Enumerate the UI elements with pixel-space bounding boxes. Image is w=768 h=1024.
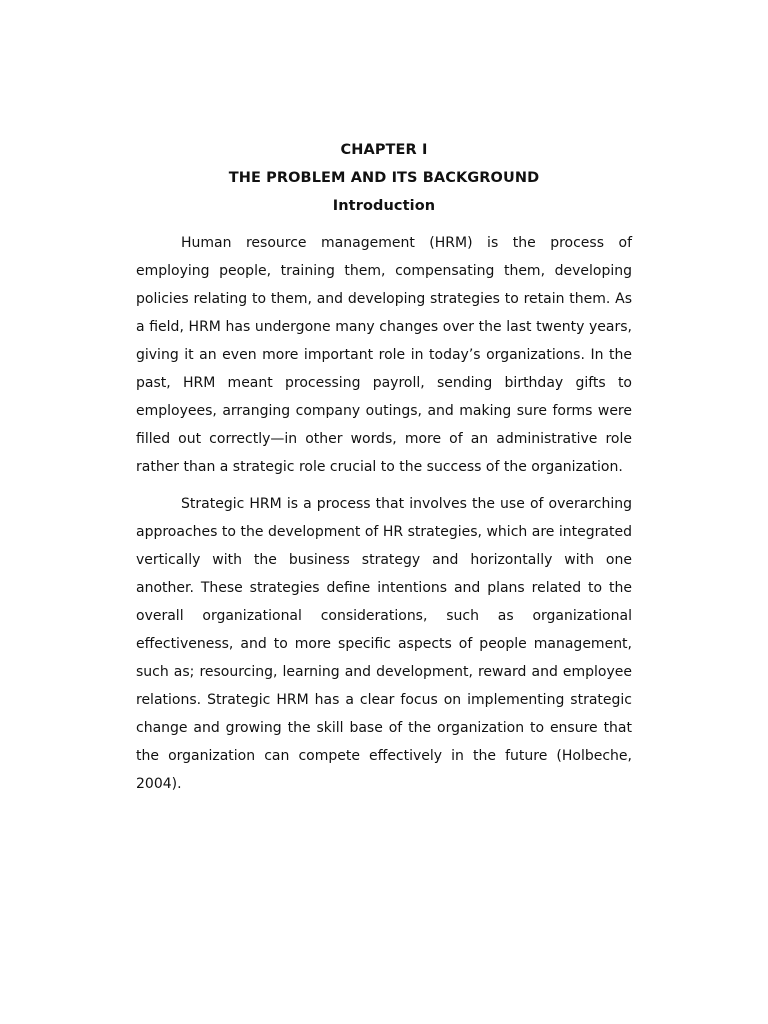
paragraph-intro: Human resource management (HRM) is the process of employing people, training them, compensating them, developing policies relating to them, and developing strategies to retain them. As a field, HRM has undergone many changes over the last twenty years, giving it an even more important role in today’s organizations. In the past, HRM meant processing payroll, sending birthday gifts to employees, arranging company outings, and making sure forms were filled out correctly—in other words, more of an administrative role rather than a strategic role crucial to the success of the organization. xyxy=(136,235,632,475)
paragraph-strategic-hrm: Strategic HRM is a process that involves the use of overarching approaches to the development of HR strategies, which are integrated vertically with the business strategy and horizontally with one another. These strategies define intentions and plans related to the overall organizational considerations, such as organizational effectiveness, and to more specific aspects of people management, such as; resourcing, learning and development, reward and employee relations. Strategic HRM has a clear focus on implementing strategic change and growing the skill base of the organization to ensure that the organization can compete effectively in the future (Holbeche, 2004). xyxy=(136,496,632,792)
section-heading: Introduction xyxy=(332,198,436,214)
chapter-heading: CHAPTER I xyxy=(340,142,428,158)
chapter-title: THE PROBLEM AND ITS BACKGROUND xyxy=(228,170,540,186)
